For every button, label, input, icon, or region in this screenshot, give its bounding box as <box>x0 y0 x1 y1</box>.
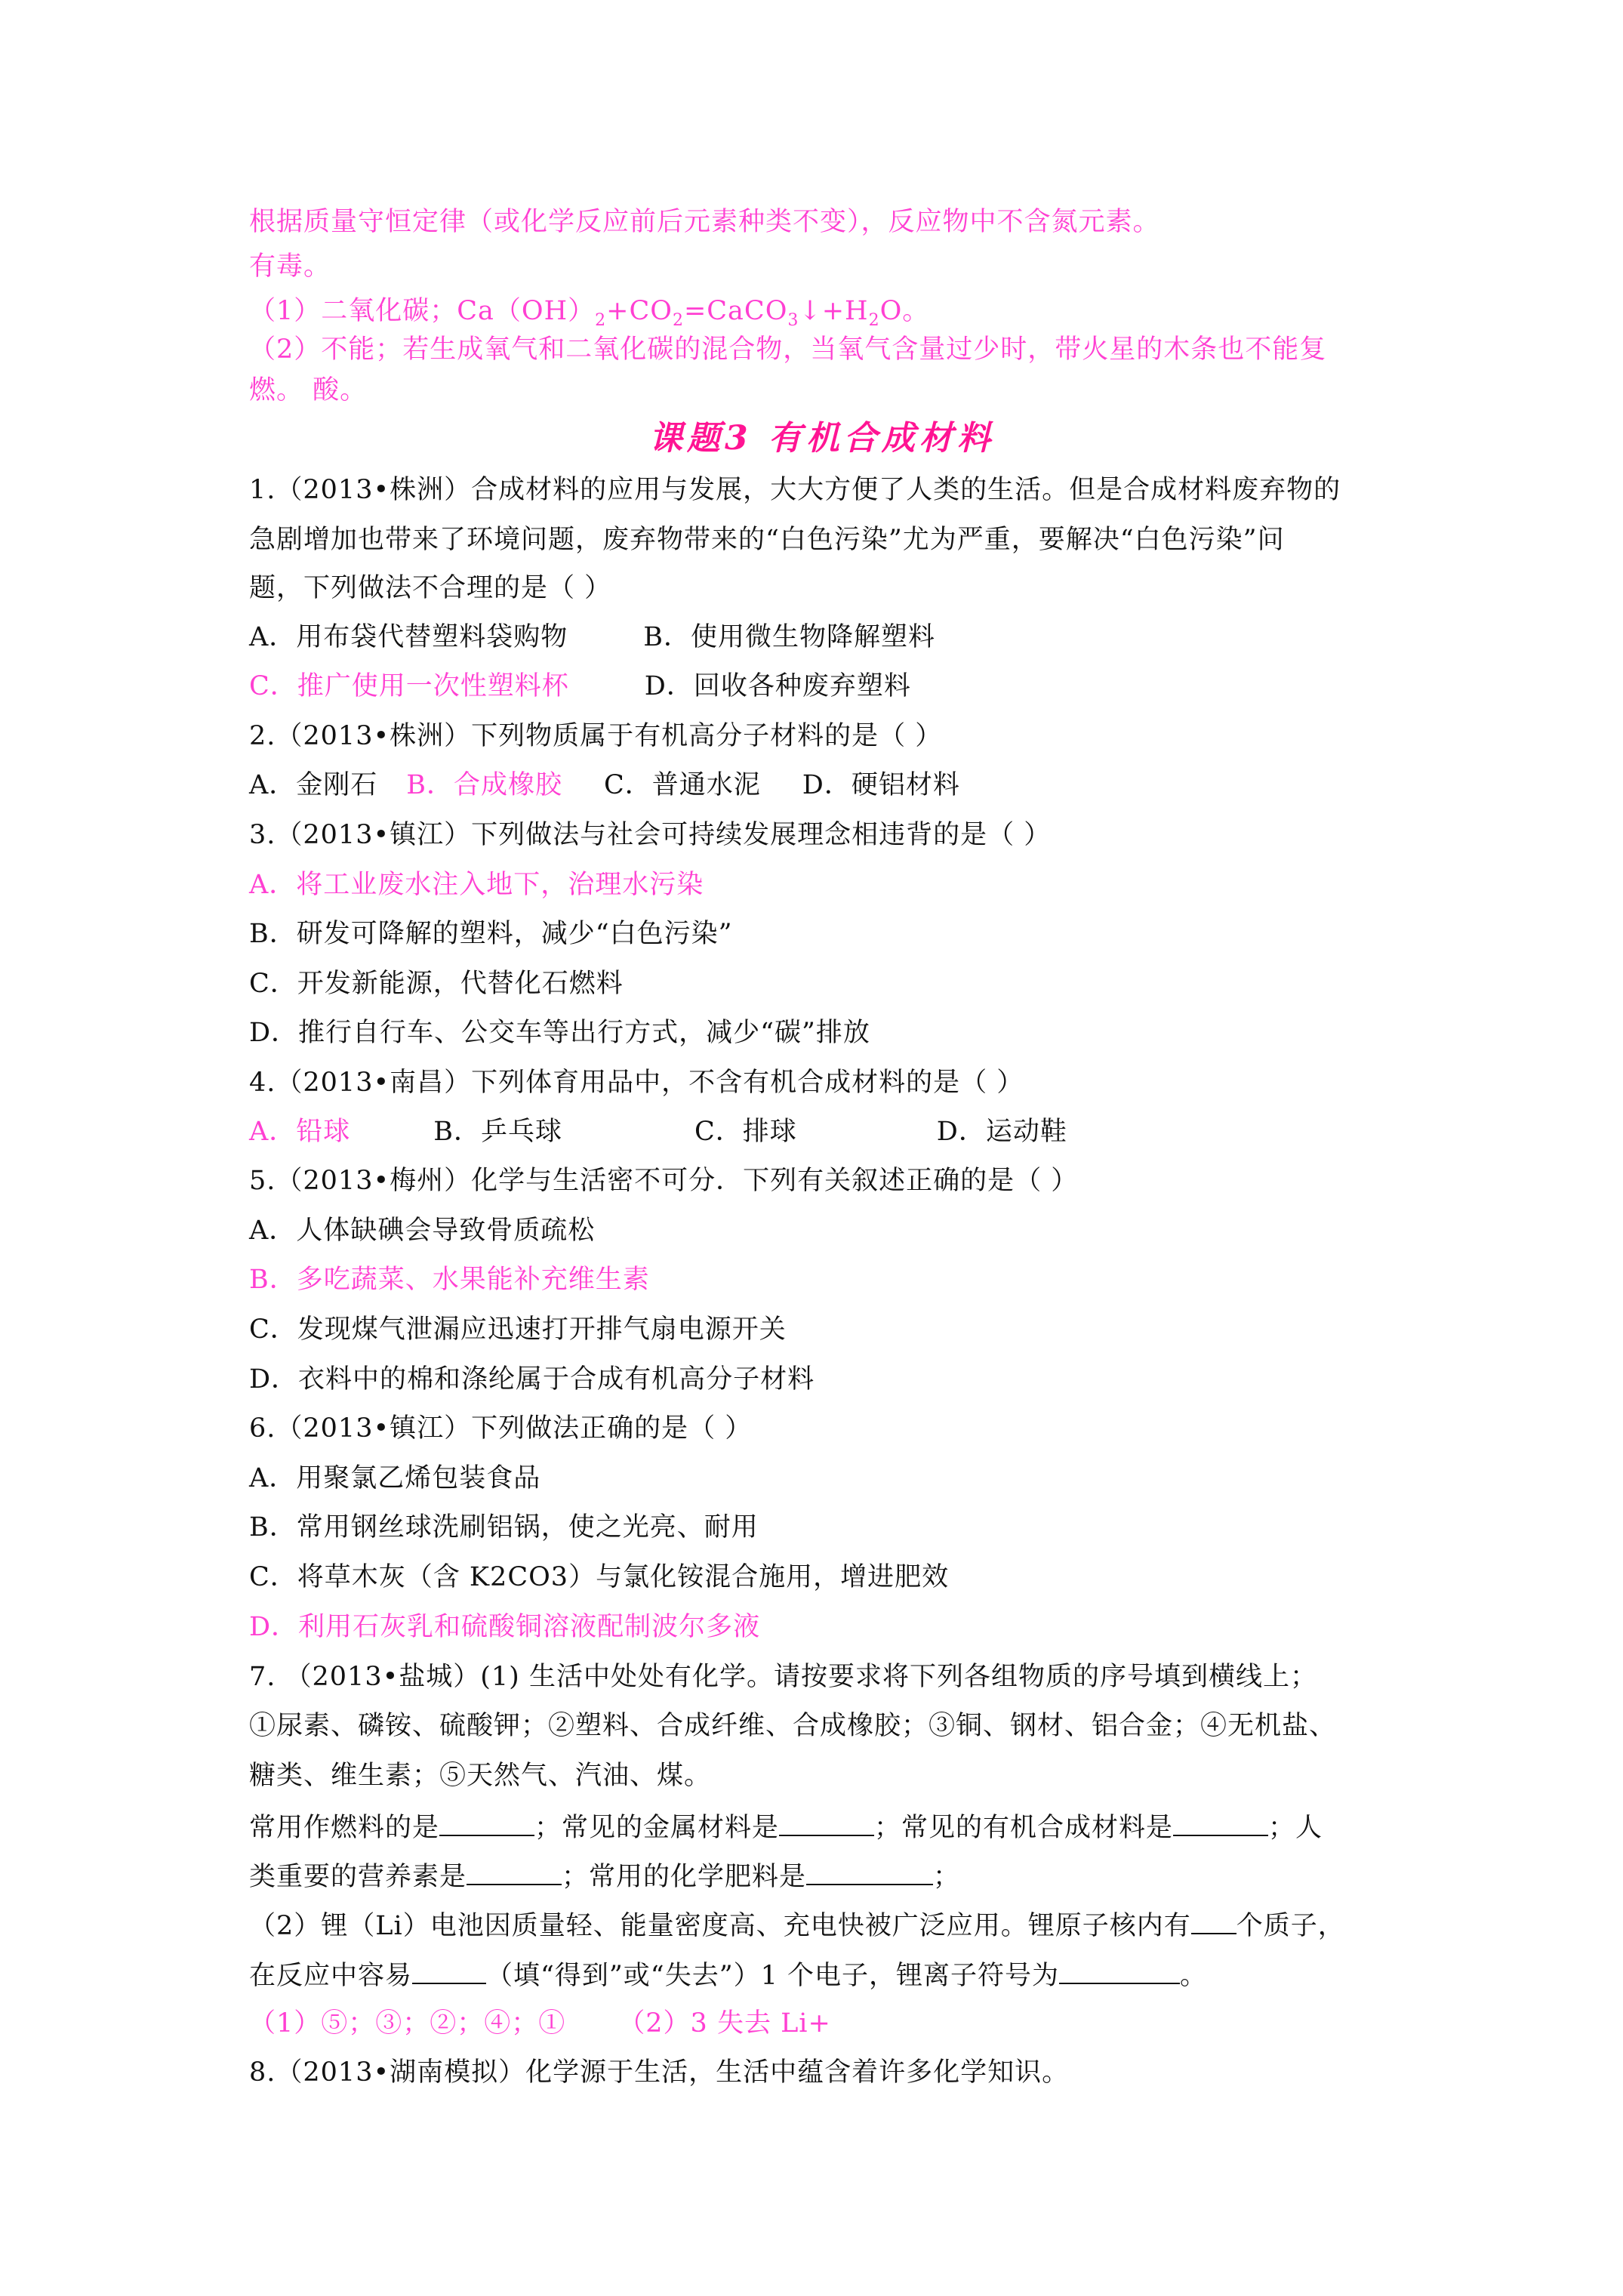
answer-blank[interactable] <box>467 1858 562 1885</box>
answer-line: （2）不能；若生成氧气和二氧化碳的混合物，当氧气含量过少时，带火星的木条也不能复 <box>249 334 1327 365</box>
question-2-options <box>249 769 960 802</box>
question-4-stem: 4.（2013•南昌）下列体育用品中，不含有机合成材料的是（ ） <box>249 1068 1024 1098</box>
answer-blank[interactable] <box>412 1957 486 1984</box>
option-c: C．开发新能源，代替化石燃料 <box>249 969 624 999</box>
question-7-fill-line: 在反应中容易 （填“得到”或“失去”）1 个电子，锂离子符号为 。 <box>249 1957 1207 1992</box>
question-7-fill-line: 常用作燃料的是 ；常见的金属材料是 ；常见的有机合成材料是 ；人 <box>249 1809 1323 1845</box>
question-4-options <box>249 1115 1067 1148</box>
option-b: B．使用微生物降解塑料 <box>643 622 936 652</box>
option-a: A．用聚氯乙烯包装食品 <box>249 1463 541 1493</box>
option-d: D．运动鞋 <box>936 1117 1067 1147</box>
answer-blank[interactable] <box>1191 1907 1236 1934</box>
option-c: C．发现煤气泄漏应迅速打开排气扇电源开关 <box>249 1314 787 1345</box>
question-7-stem: 糖类、维生素；⑤天然气、汽油、煤。 <box>249 1761 712 1791</box>
answer-blank[interactable] <box>439 1809 534 1836</box>
option-a: A．金刚石 <box>249 770 378 800</box>
option-a-correct: A．铅球 <box>249 1117 351 1147</box>
section-title: 课题3 有机合成材料 <box>649 419 995 458</box>
question-3-stem: 3.（2013•镇江）下列做法与社会可持续发展理念相违背的是（ ） <box>249 820 1052 850</box>
option-a: A．人体缺碘会导致骨质疏松 <box>249 1216 596 1246</box>
answer-line-formula: （1）二氧化碳；$Ca(OH)_2+CO_2=CaCO_3↓+H_2O$。 <box>249 296 930 330</box>
option-c: C．排球 <box>694 1117 797 1147</box>
question-2-stem: 2.（2013•株洲）下列物质属于有机高分子材料的是（ ） <box>249 721 943 751</box>
option-d: D．衣料中的棉和涤纶属于合成有机高分子材料 <box>249 1364 815 1395</box>
option-d-correct: D．利用石灰乳和硫酸铜溶液配制波尔多液 <box>249 1612 761 1642</box>
option-c: C．普通水泥 <box>604 770 761 800</box>
question-7-fill-line: （2）锂（Li）电池因质量轻、能量密度高、充电快被广泛应用。锂原子核内有 个质子， <box>249 1907 1345 1943</box>
question-7-stem: ①尿素、磷铵、硫酸钾；②塑料、合成纤维、合成橡胶；③铜、钢材、铝合金；④无机盐、 <box>249 1711 1337 1741</box>
answer-line: 有毒。 <box>249 251 331 282</box>
answer-blank[interactable] <box>806 1858 933 1885</box>
option-a: A．用布袋代替塑料袋购物 <box>249 622 568 652</box>
question-1-stem: 1.（2013•株洲）合成材料的应用与发展，大大方便了人类的生活。但是合成材料废弃物的 <box>249 475 1341 505</box>
answer-blank[interactable] <box>1059 1957 1180 1984</box>
option-a-correct: A．将工业废水注入地下，治理水污染 <box>249 870 704 900</box>
option-d: D．推行自行车、公交车等出行方式，减少“碳”排放 <box>249 1018 870 1048</box>
question-1-stem: 急剧增加也带来了环境问题，废弃物带来的“白色污染”尤为严重，要解决“白色污染”问 <box>249 525 1285 555</box>
option-b: B．乒乓球 <box>433 1117 563 1147</box>
question-6-stem: 6.（2013•镇江）下列做法正确的是（ ） <box>249 1413 753 1444</box>
answer-blank[interactable] <box>1173 1809 1268 1836</box>
question-5-stem: 5.（2013•梅州）化学与生活密不可分．下列有关叙述正确的是（ ） <box>249 1166 1079 1196</box>
question-7-fill-line: 类重要的营养素是 ；常用的化学肥料是 ； <box>249 1858 960 1894</box>
option-b-correct: B．合成橡胶 <box>406 770 563 800</box>
option-d: D．硬铝材料 <box>802 770 960 800</box>
question-7-answer: （1）⑤；③；②；④；① （2）3 失去 Li+ <box>249 2008 831 2039</box>
answer-line: 根据质量守恒定律（或化学反应前后元素种类不变），反应物中不含氮元素。 <box>249 207 1160 237</box>
question-1-options <box>249 621 935 654</box>
question-1-stem: 题，下列做法不合理的是（ ） <box>249 573 612 603</box>
answer-blank[interactable] <box>779 1809 874 1836</box>
question-1-options <box>249 670 911 703</box>
option-b: B．常用钢丝球洗刷铝锅，使之光亮、耐用 <box>249 1512 759 1542</box>
option-b: B．研发可降解的塑料，减少“白色污染” <box>249 919 733 949</box>
answer-line: 燃。 酸。 <box>249 375 368 405</box>
option-c: C．将草木灰（含 K2CO3）与氯化铵混合施用，增进肥效 <box>249 1562 950 1592</box>
option-c-correct: C．推广使用一次性塑料杯 <box>249 671 569 701</box>
option-d: D．回收各种废弃塑料 <box>644 671 911 701</box>
option-b-correct: B．多吃蔬菜、水果能补充维生素 <box>249 1265 650 1295</box>
question-7-stem: 7. （2013•盐城）(1) 生活中处处有化学。请按要求将下列各组物质的序号填到横线上； <box>249 1662 1317 1692</box>
question-8-stem: 8.（2013•湖南模拟）化学源于生活，生活中蕴含着许多化学知识。 <box>249 2057 1070 2088</box>
